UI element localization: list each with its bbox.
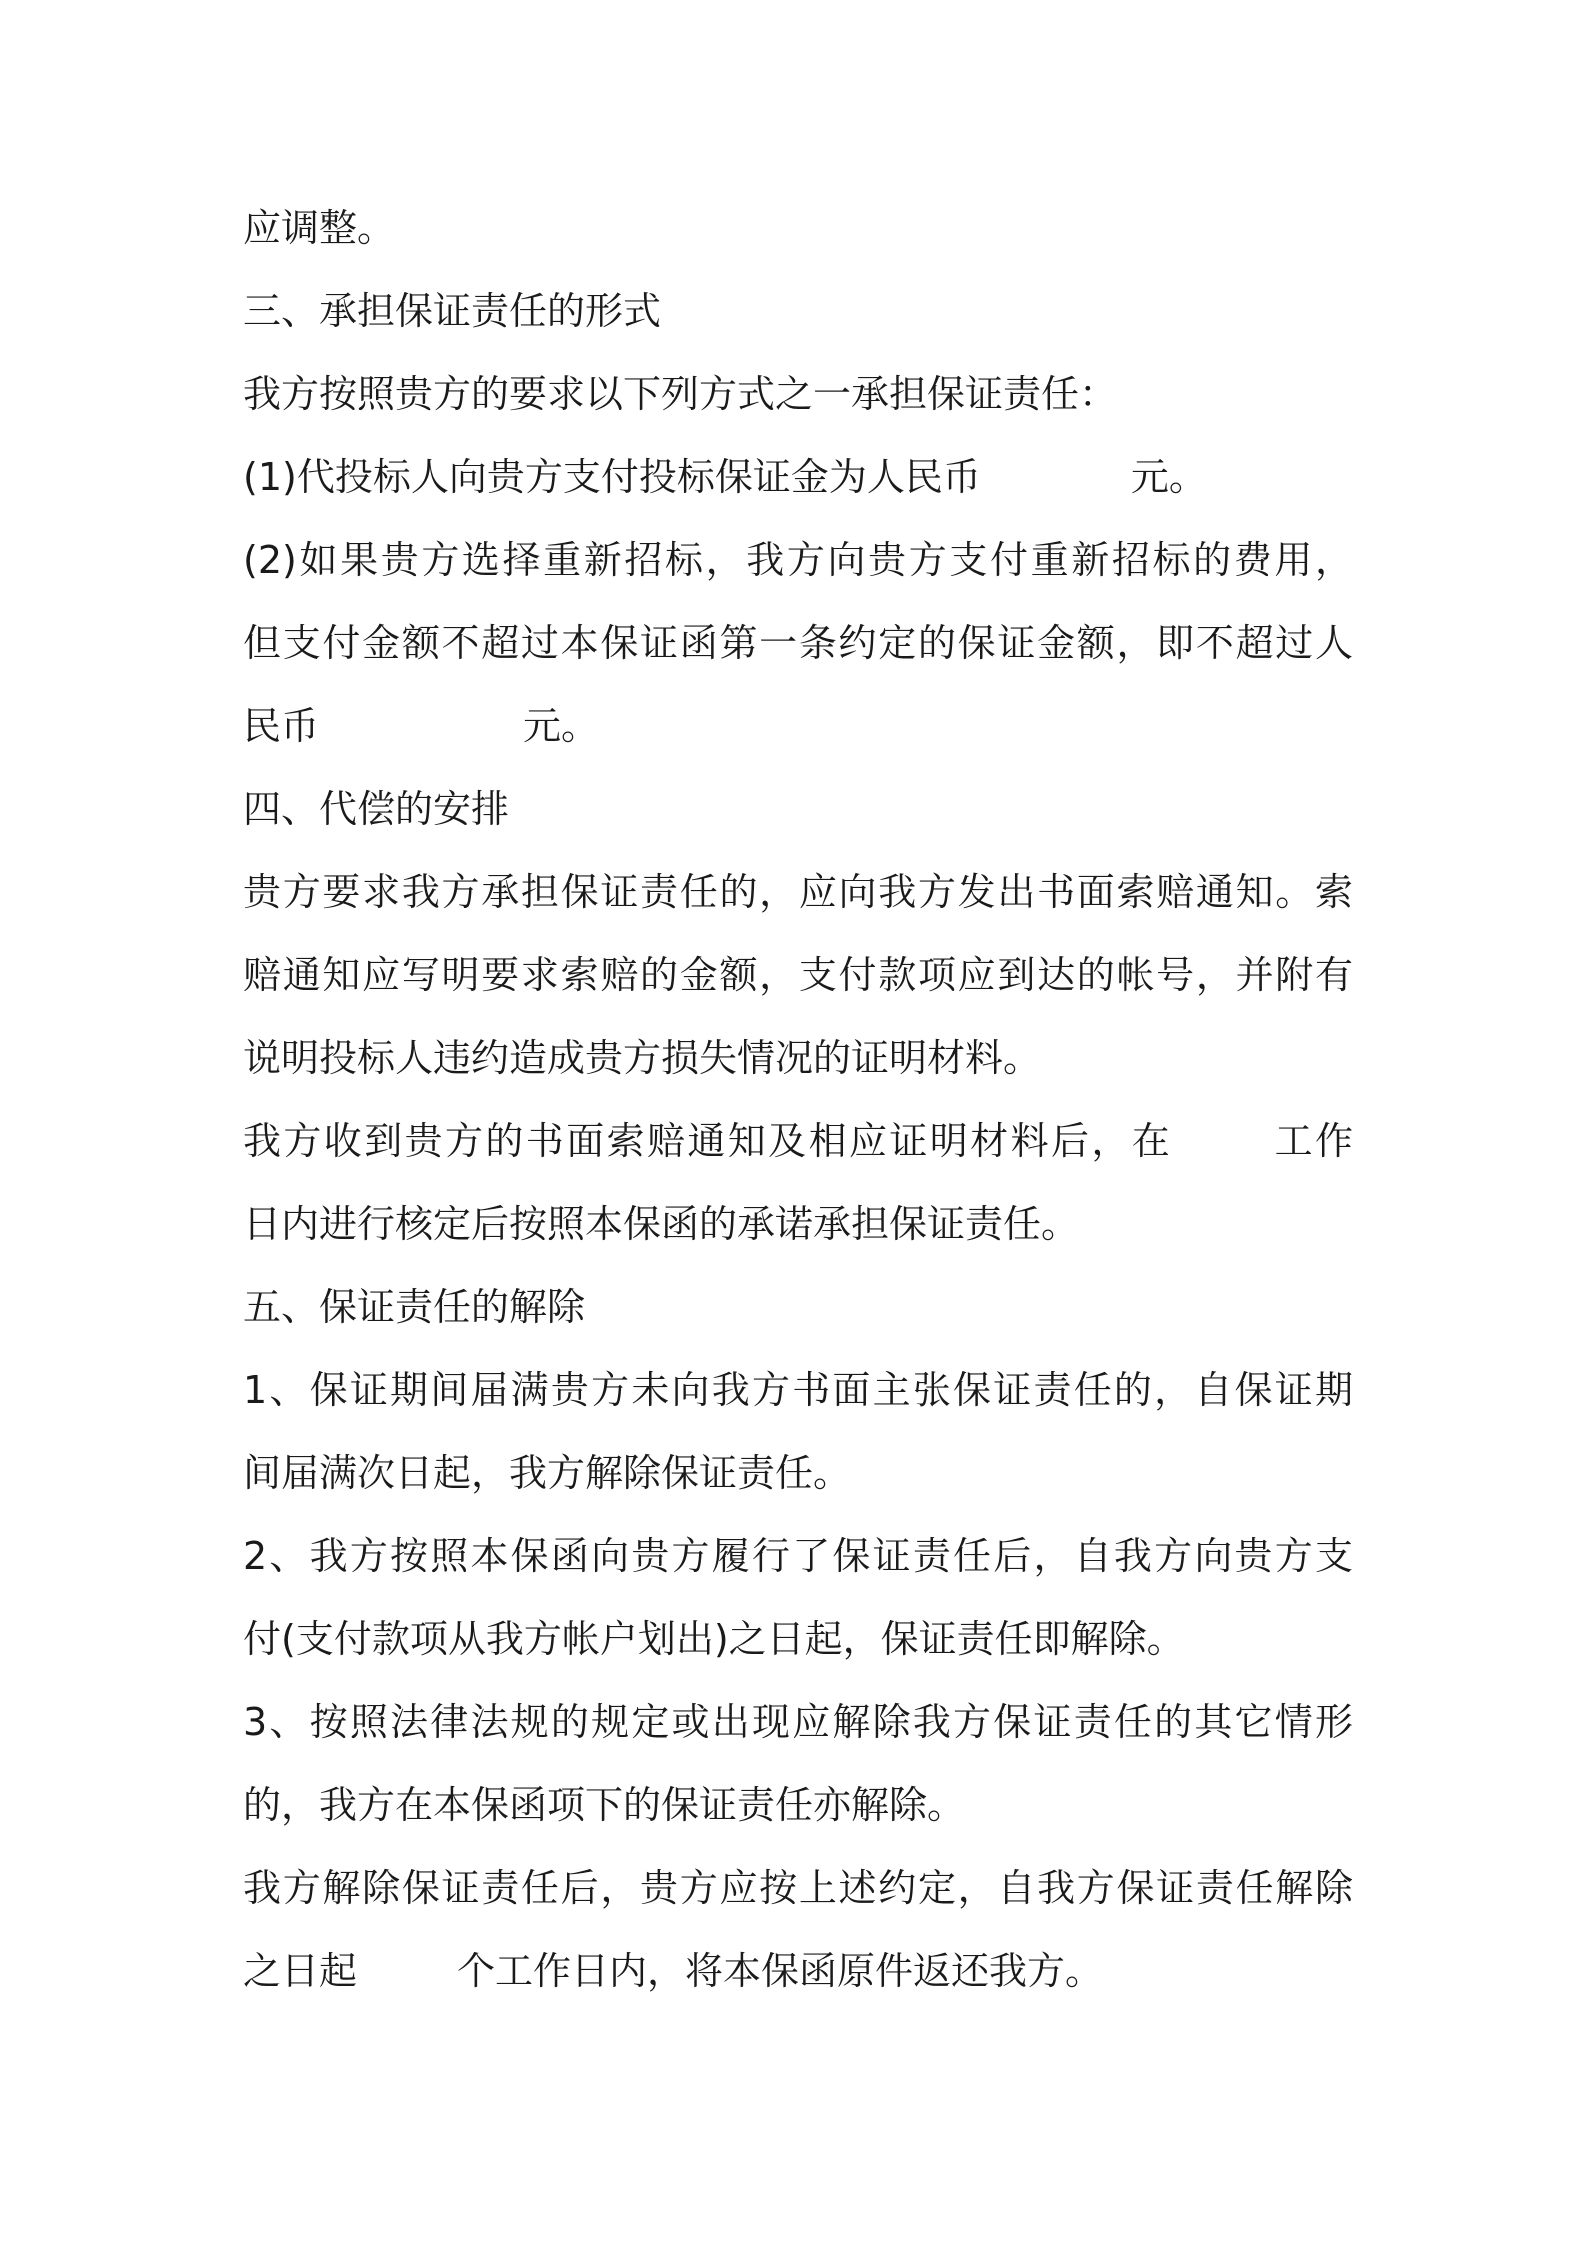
section-heading: 五、保证责任的解除	[243, 1285, 586, 1329]
line-text: 元。	[1130, 455, 1207, 499]
body-line: 日内进行核定后按照本保函的承诺承担保证责任。	[243, 1202, 1080, 1246]
body-line: 我方解除保证责任后，贵方应按上述约定，自我方保证责任解除	[243, 1866, 1353, 1910]
section-heading: 四、代偿的安排	[243, 787, 510, 831]
body-line: 说明投标人违约造成贵方损失情况的证明材料。	[243, 1036, 1042, 1080]
body-line: 贵方要求我方承担保证责任的，应向我方发出书面索赔通知。索	[243, 870, 1353, 914]
body-line: 3、按照法律法规的规定或出现应解除我方保证责任的其它情形	[243, 1700, 1353, 1744]
line-text: 元。	[523, 704, 600, 748]
body-line: 间届满次日起，我方解除保证责任。	[243, 1451, 852, 1495]
document-page	[243, 199, 1353, 2025]
body-line: 的，我方在本保函项下的保证责任亦解除。	[243, 1783, 966, 1827]
line-text: (1)代投标人向贵方支付投标保证金为人民币	[243, 455, 981, 499]
line-text: 工作	[1272, 1119, 1353, 1163]
body-line: 1、保证期间届满贵方未向我方书面主张保证责任的，自保证期	[243, 1368, 1353, 1412]
body-line: 付(支付款项从我方帐户划出)之日起，保证责任即解除。	[243, 1617, 1185, 1661]
body-line: 我方按照贵方的要求以下列方式之一承担保证责任：	[243, 372, 1118, 416]
line-text: 个工作日内，将本保函原件返还我方。	[457, 1949, 1104, 1993]
line-text: 我方收到贵方的书面索赔通知及相应证明材料后，在	[243, 1119, 1173, 1163]
body-line	[243, 448, 1353, 531]
body-line: (2)如果贵方选择重新招标，我方向贵方支付重新招标的费用，	[243, 538, 1353, 582]
body-line: 但支付金额不超过本保证函第一条约定的保证金额，即不超过人	[243, 621, 1353, 665]
body-line	[243, 697, 1353, 780]
line-text: 之日起	[243, 1949, 358, 1993]
body-line: 赔通知应写明要求索赔的金额，支付款项应到达的帐号，并附有	[243, 953, 1353, 997]
body-line: 2、我方按照本保函向贵方履行了保证责任后，自我方向贵方支	[243, 1534, 1353, 1578]
body-line	[243, 1942, 1353, 2025]
section-heading: 三、承担保证责任的形式	[243, 289, 662, 333]
line-text: 民币	[243, 704, 320, 748]
body-line	[243, 1112, 1353, 1195]
body-line: 应调整。	[243, 206, 396, 250]
